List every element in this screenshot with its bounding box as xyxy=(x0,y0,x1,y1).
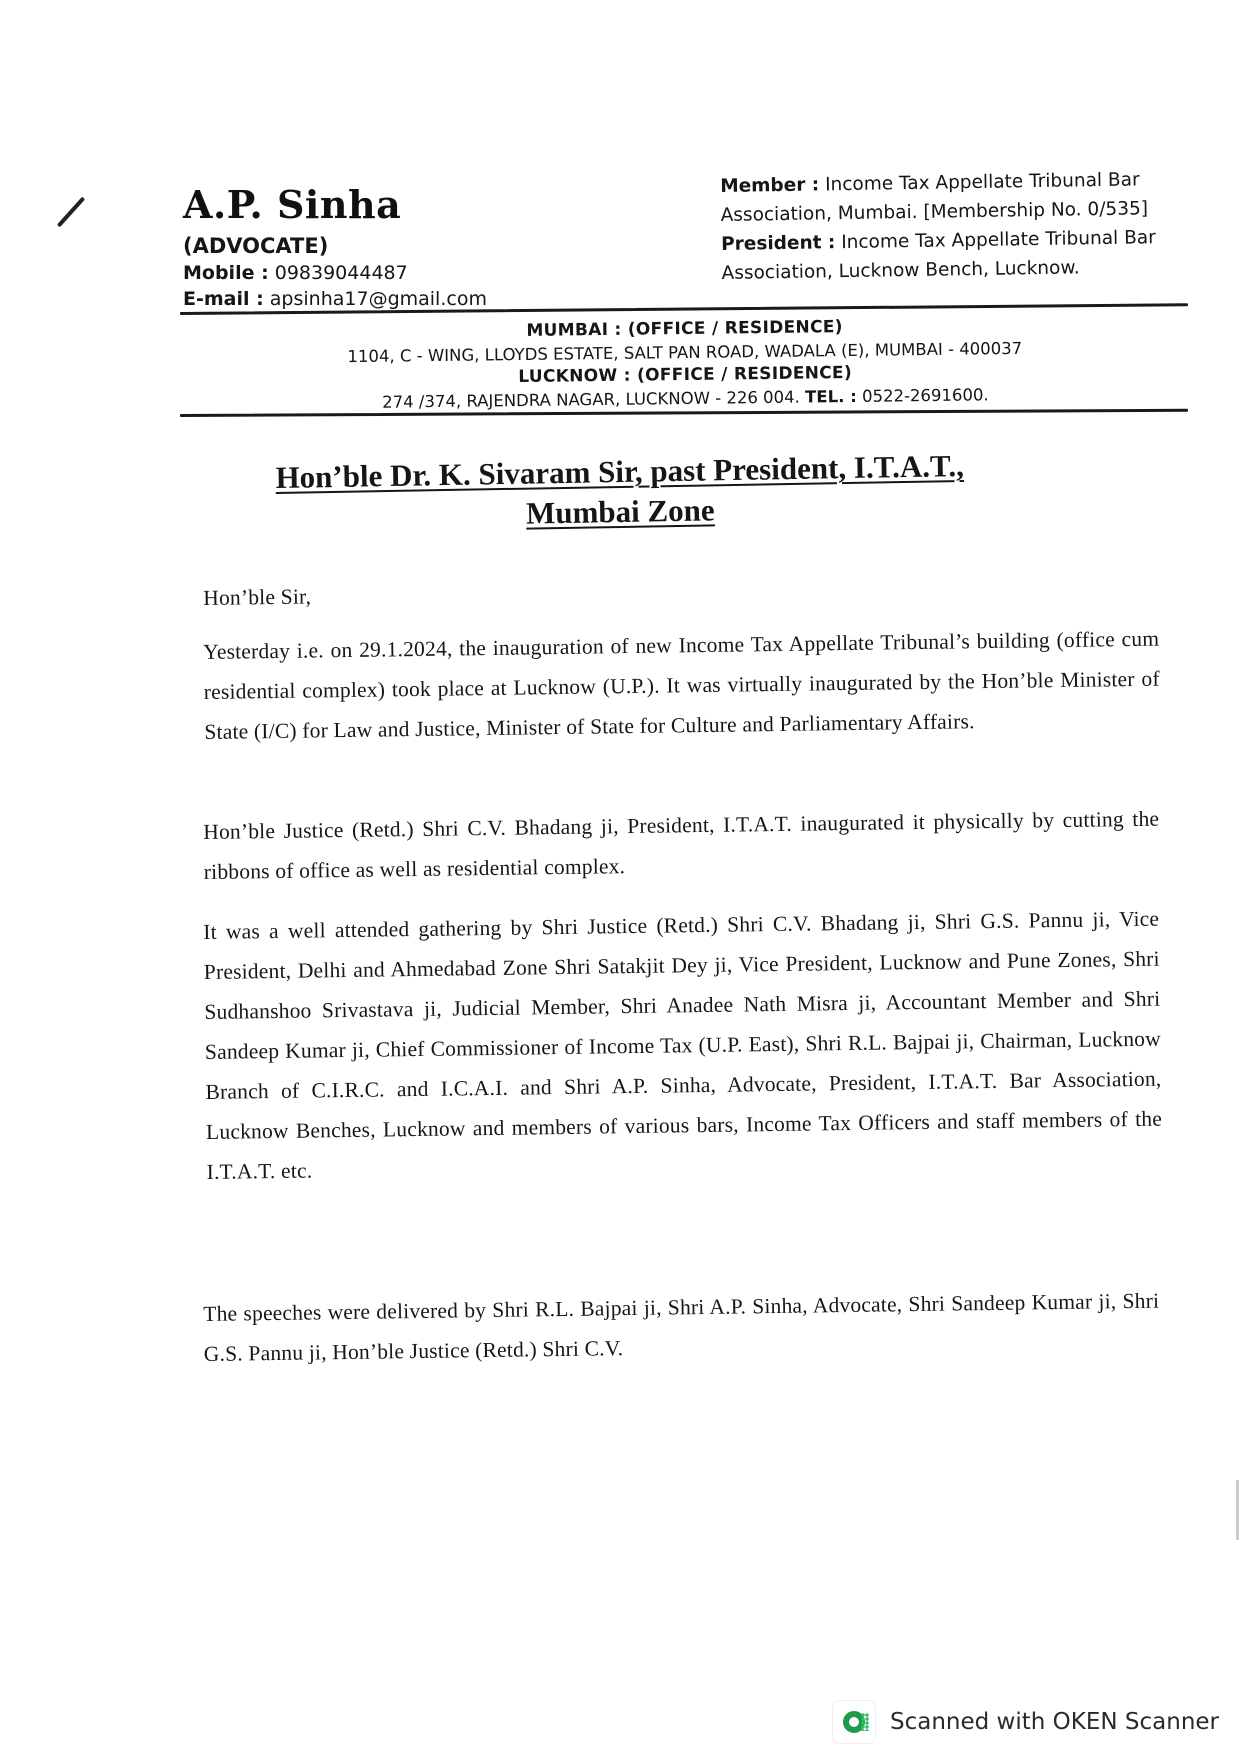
president-line xyxy=(721,222,1202,288)
paragraph-4: The speeches were delivered by Shri R.L. Bajpai ji, Shri A.P. Sinha, Advocate, Shri Sandeep Kumar ji, Shri G.S. Pannu ji, Hon’ble Justice (Retd.) Shri C.V. xyxy=(203,1288,1160,1366)
scan-edge-mark xyxy=(1236,1480,1239,1540)
letter-title xyxy=(189,445,1050,540)
mobile-label: Mobile : xyxy=(183,262,269,284)
email-label: E-mail : xyxy=(183,288,264,310)
pen-stroke-mark xyxy=(57,197,85,228)
member-label: Member : xyxy=(720,174,820,197)
lucknow-heading: LUCKNOW : (OFFICE / RESIDENCE) xyxy=(518,362,853,388)
title-line-2: Mumbai Zone xyxy=(525,492,715,531)
letterhead-name: A.P. Sinha xyxy=(183,182,402,227)
scanner-watermark xyxy=(832,1700,1219,1744)
lucknow-address: 274 /374, RAJENDRA NAGAR, LUCKNOW - 226 004. xyxy=(382,387,800,412)
salutation: Hon’ble Sir, xyxy=(203,584,312,610)
title-line-1: Hon’ble Dr. K. Sivaram Sir, past President, I.T.A.T., xyxy=(275,447,965,496)
oken-scanner-logo-icon xyxy=(832,1700,876,1744)
email-value: apsinha17@gmail.com xyxy=(269,288,487,310)
paragraph-3: It was a well attended gathering by Shri Justice (Retd.) Shri C.V. Bhadang ji, Shri G.S. Pannu ji, Vice President, Delhi and Ahmedabad Zone Shri Satakjit Dey ji, Vice President, Lucknow and Pune Zones, Shri Sudhanshoo Srivastava ji, Judicial Member, Shri Anadee Nath Misra ji, Accountant Member and Shri Sandeep Kumar ji, Chief Commissioner of Income Tax (U.P. East), Shri R.L. Bajpai ji, Chairman, Lucknow Branch of C.I.R.C. and I.C.A.I. and Shri A.P. Sinha, Advocate, President, I.T.A.T. Bar Association, Lucknow Benches, Lucknow and members of various bars, Income Tax Officers and staff members of the I.T.A.T. etc. xyxy=(203,906,1163,1184)
member-line xyxy=(720,164,1201,230)
mumbai-address: 1104, C - WING, LLOYDS ESTATE, SALT PAN ROAD, WADALA (E), MUMBAI - 400037 xyxy=(347,338,1023,367)
president-label: President : xyxy=(720,232,836,255)
mobile-value: 09839044487 xyxy=(274,262,408,284)
tel-value: 0522-2691600. xyxy=(861,385,989,406)
watermark-text: Scanned with OKEN Scanner xyxy=(890,1709,1219,1735)
letterhead-role: (ADVOCATE) xyxy=(183,234,329,258)
letterhead-email xyxy=(183,288,487,310)
paragraph-2: Hon’ble Justice (Retd.) Shri C.V. Bhadang ji, President, I.T.A.T. inaugurated it physically by cutting the ribbons of office as well as residential complex. xyxy=(203,806,1160,884)
mumbai-heading: MUMBAI : (OFFICE / RESIDENCE) xyxy=(526,317,843,341)
member-text: Income Tax Appellate Tribunal Bar Association, Mumbai. [Membership No. 0/535] xyxy=(720,169,1149,226)
letterhead-mobile xyxy=(183,262,408,284)
address-block xyxy=(179,312,1190,416)
president-text: Income Tax Appellate Tribunal Bar Association, Lucknow Bench, Lucknow. xyxy=(721,227,1156,284)
tel-label: TEL. : xyxy=(804,386,857,407)
membership-block xyxy=(720,164,1202,288)
paragraph-1: Yesterday i.e. on 29.1.2024, the inauguration of new Income Tax Appellate Tribunal’s building (office cum residential complex) took place at Lucknow (U.P.). It was virtually inaugurated by the Hon’ble Minister of State (I/C) for Law and Justice, Minister of State for Culture and Parliamentary Affairs. xyxy=(203,626,1160,744)
